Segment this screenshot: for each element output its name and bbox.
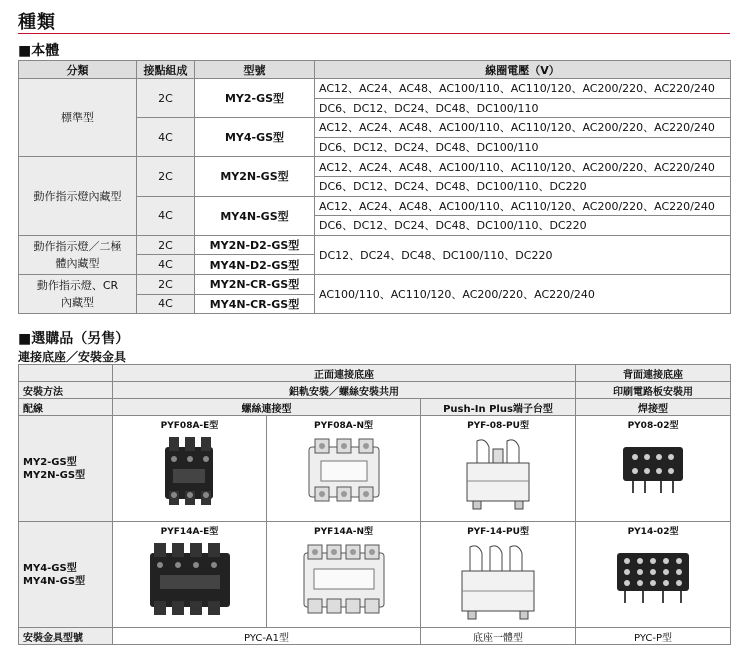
product-name: PYF14A-N型: [313, 527, 374, 537]
mount-front: 鋁軌安裝／螺絲安裝共用: [113, 382, 576, 399]
table-row: [19, 274, 731, 294]
contact-2c: 2C: [137, 274, 195, 294]
empty-corner: [19, 365, 113, 382]
row-label-my4: MY4-GS型 MY4N-GS型: [19, 522, 113, 628]
label-mount-method: 安裝方法: [19, 382, 113, 399]
contact-2c: 2C: [137, 79, 195, 118]
model-my2n-gs: MY2N-GS型: [195, 157, 315, 196]
group-indicator: 動作指示燈內藏型: [19, 157, 137, 235]
product-name: PYF-14-PU型: [467, 527, 529, 537]
model-my4n-d2-gs: MY4N-D2-GS型: [195, 255, 315, 275]
group-indicator-cr: 動作指示燈、CR內藏型: [19, 274, 137, 313]
col-header-model: 型號: [195, 61, 315, 79]
product-py14-02: [576, 522, 731, 628]
contact-2c: 2C: [137, 157, 195, 196]
socket-image-pcb: [611, 539, 695, 609]
socket-image-light: [299, 433, 389, 509]
product-pyf14a-n: [267, 522, 421, 628]
contact-4c: 4C: [137, 294, 195, 314]
voltage-dc-ext: DC6、DC12、DC24、DC48、DC100/110、DC220: [315, 176, 731, 196]
product-name: PYF-08-PU型: [467, 421, 529, 431]
socket-image-pushin: [453, 433, 543, 513]
product-name: PY08-02型: [627, 421, 679, 431]
contact-4c: 4C: [137, 196, 195, 235]
header-front-socket: 正面連接底座: [113, 365, 576, 382]
contact-2c: 2C: [137, 235, 195, 255]
group-standard: 標準型: [19, 79, 137, 157]
contact-4c: 4C: [137, 255, 195, 275]
table-row: [19, 79, 731, 99]
header-back-socket: 背面連接底座: [576, 365, 731, 382]
section-heading-options: ■選購品（另售）: [18, 331, 130, 347]
title-divider: [18, 33, 730, 34]
voltage-ac: AC12、AC24、AC48、AC100/110、AC110/120、AC200/220、AC220/240: [315, 118, 731, 138]
table-row: [19, 365, 731, 382]
model-my2-gs: MY2-GS型: [195, 79, 315, 118]
voltage-d2: DC12、DC24、DC48、DC100/110、DC220: [315, 235, 731, 274]
model-my2n-d2-gs: MY2N-D2-GS型: [195, 235, 315, 255]
product-name: PYF08A-E型: [160, 421, 219, 431]
label-hardware: 安裝金具型號: [19, 628, 113, 645]
contact-4c: 4C: [137, 118, 195, 157]
wiring-pushin: Push-In Plus端子台型: [421, 399, 576, 416]
socket-image-dark: [155, 433, 225, 509]
table-row: [19, 522, 731, 628]
product-pyf08a-n: [267, 416, 421, 522]
model-my4-gs: MY4-GS型: [195, 118, 315, 157]
voltage-ac: AC12、AC24、AC48、AC100/110、AC110/120、AC200/220、AC220/240: [315, 157, 731, 177]
socket-image-pcb: [615, 433, 691, 499]
hw-screw: PYC-A1型: [113, 628, 421, 645]
socket-image-dark: [142, 539, 238, 619]
voltage-dc-ext: DC6、DC12、DC24、DC48、DC100/110、DC220: [315, 216, 731, 236]
product-pyf08a-e: [113, 416, 267, 522]
table-row: [19, 382, 731, 399]
col-header-coil-voltage: 線圈電壓（V）: [315, 61, 731, 79]
mount-back: 印刷電路板安裝用: [576, 382, 731, 399]
row-label-my2: MY2-GS型 MY2N-GS型: [19, 416, 113, 522]
product-pyf-08-pu: [421, 416, 576, 522]
voltage-dc: DC6、DC12、DC24、DC48、DC100/110: [315, 98, 731, 118]
socket-image-light: [296, 539, 392, 619]
voltage-ac: AC12、AC24、AC48、AC100/110、AC110/120、AC200/220、AC220/240: [315, 196, 731, 216]
voltage-ac: AC12、AC24、AC48、AC100/110、AC110/120、AC200/220、AC220/240: [315, 79, 731, 99]
hw-solder: PYC-P型: [576, 628, 731, 645]
voltage-cr: AC100/110、AC110/120、AC200/220、AC220/240: [315, 274, 731, 313]
model-my4n-gs: MY4N-GS型: [195, 196, 315, 235]
table-row: [19, 416, 731, 522]
table-row: [19, 235, 731, 255]
product-py08-02: [576, 416, 731, 522]
relay-types-table: [18, 60, 731, 314]
model-my2n-cr-gs: MY2N-CR-GS型: [195, 274, 315, 294]
table-row: [19, 157, 731, 177]
model-my4n-cr-gs: MY4N-CR-GS型: [195, 294, 315, 314]
wiring-solder: 焊接型: [576, 399, 731, 416]
section-heading-body: ■本體: [18, 43, 60, 59]
group-indicator-diode: 動作指示燈／二極體內藏型: [19, 235, 137, 274]
product-pyf-14-pu: [421, 522, 576, 628]
hw-pushin: 底座一體型: [421, 628, 576, 645]
page-title: 種類: [18, 12, 56, 33]
socket-image-pushin: [450, 539, 546, 623]
product-name: PYF14A-E型: [160, 527, 219, 537]
wiring-screw: 螺絲連接型: [113, 399, 421, 416]
col-header-contacts: 接點組成: [137, 61, 195, 79]
product-pyf14a-e: [113, 522, 267, 628]
label-wiring: 配線: [19, 399, 113, 416]
voltage-dc: DC6、DC12、DC24、DC48、DC100/110: [315, 137, 731, 157]
table-header-row: [19, 61, 731, 79]
sockets-table: [18, 364, 731, 645]
table-row: [19, 628, 731, 645]
subheading-sockets: 連接底座／安裝金具: [18, 350, 127, 364]
product-name: PYF08A-N型: [313, 421, 374, 431]
product-name: PY14-02型: [627, 527, 679, 537]
col-header-category: 分類: [19, 61, 137, 79]
table-row: [19, 399, 731, 416]
